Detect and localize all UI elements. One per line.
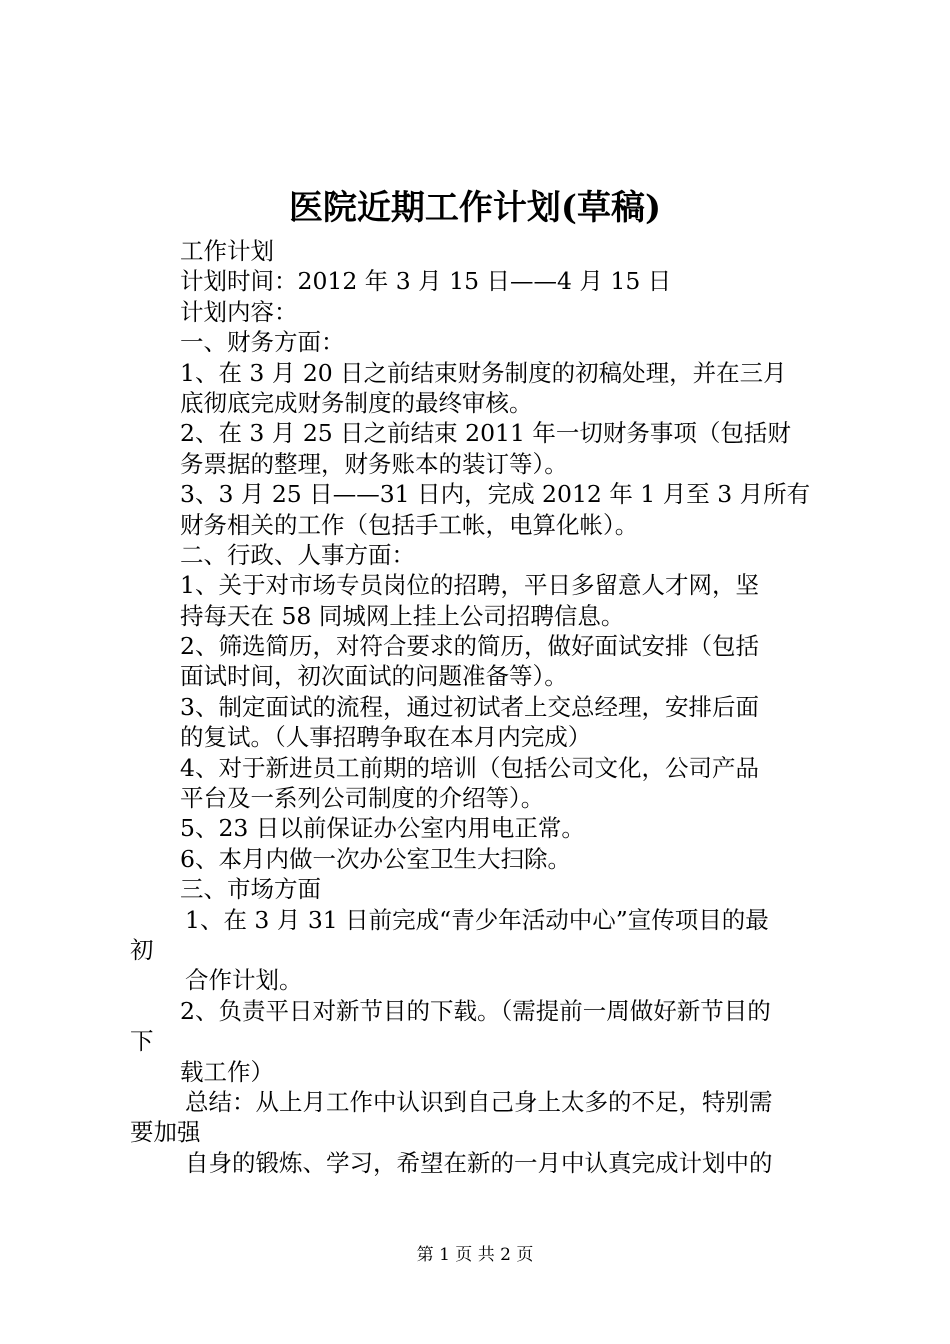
body-line: 1、在 3 月 31 日前完成“青少年活动中心”宣传项目的最 xyxy=(185,905,769,934)
body-line: 1、关于对市场专员岗位的招聘，平日多留意人才网，坚 xyxy=(180,571,759,600)
body-line: 平台及一系列公司制度的介绍等）。 xyxy=(180,784,545,813)
body-line: 自身的锻炼、学习，希望在新的一月中认真完成计划中的 xyxy=(185,1148,773,1177)
body-line: 合作计划。 xyxy=(185,966,303,995)
body-line: 二、行政、人事方面： xyxy=(180,540,415,569)
body-line: 三、市场方面 xyxy=(180,875,321,904)
body-line: 总结：从上月工作中认识到自己身上太多的不足，特别需 xyxy=(185,1087,773,1116)
body-line: 面试时间，初次面试的问题准备等）。 xyxy=(180,662,568,691)
body-line: 要加强 xyxy=(130,1118,201,1147)
body-line: 底彻底完成财务制度的最终审核。 xyxy=(180,388,533,417)
body-line: 1、在 3 月 20 日之前结束财务制度的初稿处理，并在三月 xyxy=(180,358,787,387)
body-line: 2、负责平日对新节目的下载。（需提前一周做好新节目的 xyxy=(180,996,771,1025)
body-line: 6、本月内做一次办公室卫生大扫除。 xyxy=(180,844,571,873)
body-line: 一、财务方面： xyxy=(180,328,345,357)
body-line: 持每天在 58 同城网上挂上公司招聘信息。 xyxy=(180,601,625,630)
page-footer: 第 1 页 共 2 页 xyxy=(416,1245,534,1265)
body-line: 3、3 月 25 日——31 日内，完成 2012 年 1 月至 3 月所有 xyxy=(180,480,811,509)
body-line: 工作计划 xyxy=(180,237,274,265)
body-line: 计划时间：2012 年 3 月 15 日——4 月 15 日 xyxy=(180,267,672,296)
body-line: 载工作） xyxy=(180,1057,274,1086)
document-title: 医院近期工作计划(草稿) xyxy=(288,188,662,228)
body-line: 的复试。（人事招聘争取在本月内完成） xyxy=(180,723,592,752)
body-line: 财务相关的工作（包括手工帐，电算化帐）。 xyxy=(180,510,639,539)
body-line: 4、对于新进员工前期的培训（包括公司文化，公司产品 xyxy=(180,753,759,782)
body-line: 务票据的整理，财务账本的装订等）。 xyxy=(180,449,568,478)
body-line: 3、制定面试的流程，通过初试者上交总经理，安排后面 xyxy=(180,692,759,721)
document-body xyxy=(130,236,830,1178)
body-line: 计划内容： xyxy=(180,297,298,326)
body-line: 2、在 3 月 25 日之前结束 2011 年一切财务事项（包括财 xyxy=(180,419,791,448)
body-line: 下 xyxy=(130,1027,154,1056)
body-line: 2、筛选简历，对符合要求的简历，做好面试安排（包括 xyxy=(180,632,759,661)
body-line: 5、23 日以前保证办公室内用电正常。 xyxy=(180,814,585,843)
body-line: 初 xyxy=(130,935,154,964)
